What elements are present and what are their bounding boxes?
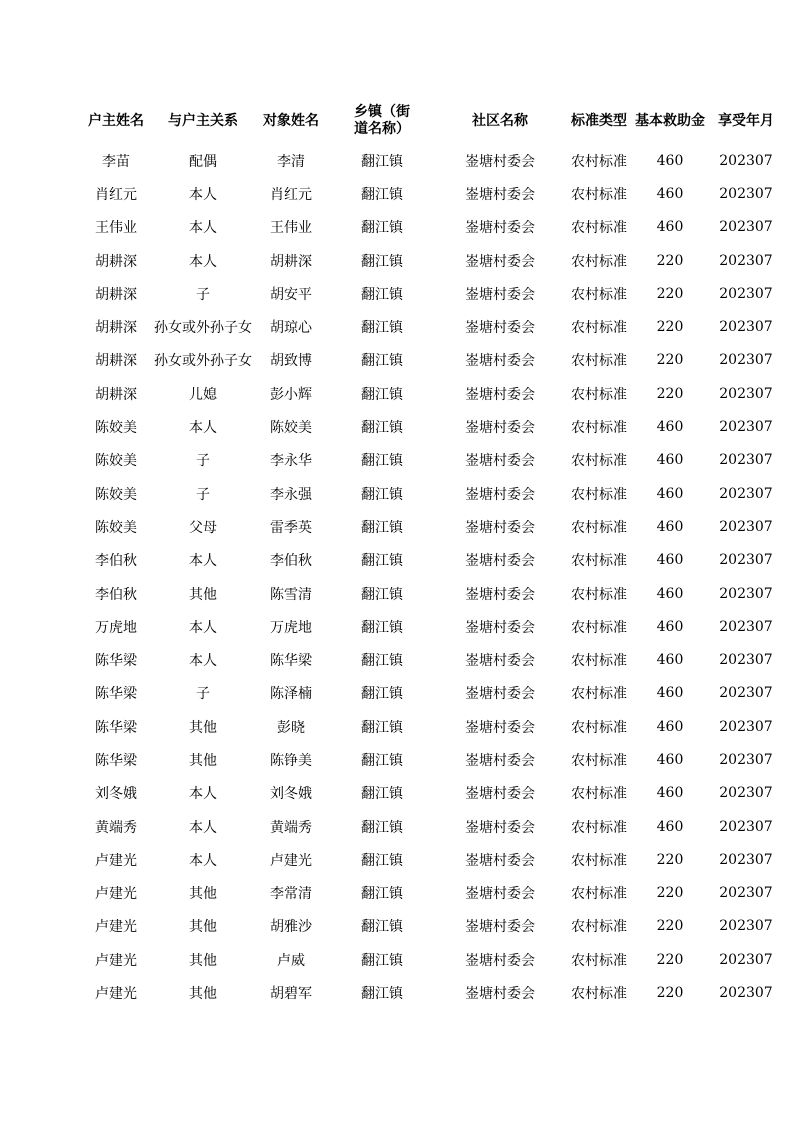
recipient-name-cell: 彭小辉 [270,386,312,403]
relationship-cell: 其他 [189,586,217,603]
township-cell: 翻江镇 [361,852,403,869]
township-cell: 翻江镇 [361,586,403,603]
header-row [78,98,784,144]
period-cell: 202307 [719,618,773,635]
relationship-cell: 配偶 [189,153,217,170]
table-row [78,910,784,943]
recipient-name-cell: 李永华 [270,453,312,470]
standard-type-cell: 农村标准 [571,586,627,603]
table-row [78,244,784,277]
recipient-name-cell: 彭晓 [277,719,305,736]
base-amount-cell: 460 [656,485,684,502]
householder-name-cell: 卢建光 [95,919,137,936]
householder-name-cell: 胡耕深 [95,353,137,370]
table-row [78,743,784,776]
relationship-cell: 儿媳 [189,386,217,403]
table-body [78,144,784,1010]
recipient-name-cell: 卢威 [277,952,305,969]
township-cell: 翻江镇 [361,952,403,969]
relationship-cell: 其他 [189,919,217,936]
householder-name-cell: 李伯秋 [95,586,137,603]
standard-type-cell: 农村标准 [571,819,627,836]
community-cell: 崟塘村委会 [465,719,535,736]
community-cell: 崟塘村委会 [465,353,535,370]
table-row [78,610,784,643]
table-row [78,843,784,876]
base-amount-cell: 220 [656,352,684,369]
standard-type-cell: 农村标准 [571,852,627,869]
householder-name-cell: 卢建光 [95,952,137,969]
relationship-cell: 子 [196,686,210,703]
table-row [78,477,784,510]
table-row [78,677,784,710]
recipient-name-cell: 胡碧军 [270,986,312,1003]
base-amount-cell: 460 [656,718,684,735]
standard-type-cell: 农村标准 [571,386,627,403]
table-row [78,444,784,477]
table-row [78,410,784,443]
householder-name-cell: 万虎地 [95,619,137,636]
relationship-cell: 子 [196,486,210,503]
relationship-cell: 本人 [189,420,217,437]
householder-name-cell: 陈姣美 [95,453,137,470]
period-cell: 202307 [719,718,773,735]
base-amount-cell: 460 [656,785,684,802]
table-row [78,510,784,543]
header-standard-type: 标准类型 [571,112,627,129]
township-cell: 翻江镇 [361,619,403,636]
householder-name-cell: 陈华梁 [95,752,137,769]
township-cell: 翻江镇 [361,386,403,403]
householder-name-cell: 胡耕深 [95,320,137,337]
township-cell: 翻江镇 [361,253,403,270]
base-amount-cell: 460 [656,185,684,202]
community-cell: 崟塘村委会 [465,320,535,337]
period-cell: 202307 [719,785,773,802]
base-amount-cell: 220 [656,851,684,868]
standard-type-cell: 农村标准 [571,952,627,969]
recipient-name-cell: 陈铮美 [270,752,312,769]
relationship-cell: 父母 [189,519,217,536]
community-cell: 崟塘村委会 [465,486,535,503]
base-amount-cell: 220 [656,252,684,269]
community-cell: 崟塘村委会 [465,386,535,403]
township-cell: 翻江镇 [361,519,403,536]
householder-name-cell: 卢建光 [95,852,137,869]
period-cell: 202307 [719,818,773,835]
relationship-cell: 孙女或外孙子女 [154,320,252,337]
table-row [78,310,784,343]
householder-name-cell: 王伟业 [95,220,137,237]
standard-type-cell: 农村标准 [571,253,627,270]
table-row [78,211,784,244]
township-cell: 翻江镇 [361,220,403,237]
period-cell: 202307 [719,485,773,502]
relationship-cell: 本人 [189,553,217,570]
period-cell: 202307 [719,452,773,469]
recipient-name-cell: 肖红元 [270,186,312,203]
relationship-cell: 本人 [189,253,217,270]
standard-type-cell: 农村标准 [571,786,627,803]
period-cell: 202307 [719,552,773,569]
relationship-cell: 本人 [189,619,217,636]
standard-type-cell: 农村标准 [571,653,627,670]
community-cell: 崟塘村委会 [465,420,535,437]
community-cell: 崟塘村委会 [465,220,535,237]
standard-type-cell: 农村标准 [571,553,627,570]
recipient-name-cell: 李永强 [270,486,312,503]
township-cell: 翻江镇 [361,686,403,703]
township-cell: 翻江镇 [361,919,403,936]
township-cell: 翻江镇 [361,320,403,337]
relationship-cell: 本人 [189,852,217,869]
period-cell: 202307 [719,585,773,602]
standard-type-cell: 农村标准 [571,486,627,503]
community-cell: 崟塘村委会 [465,886,535,903]
community-cell: 崟塘村委会 [465,553,535,570]
householder-name-cell: 卢建光 [95,886,137,903]
community-cell: 崟塘村委会 [465,286,535,303]
community-cell: 崟塘村委会 [465,819,535,836]
base-amount-cell: 460 [656,685,684,702]
base-amount-cell: 460 [656,419,684,436]
period-cell: 202307 [719,518,773,535]
relationship-cell: 子 [196,453,210,470]
recipient-name-cell: 刘冬娥 [270,786,312,803]
base-amount-cell: 220 [656,385,684,402]
header-recipient-name: 对象姓名 [263,112,319,129]
header-relationship: 与户主关系 [168,112,238,129]
householder-name-cell: 刘冬娥 [95,786,137,803]
recipient-name-cell: 李常清 [270,886,312,903]
base-amount-cell: 460 [656,518,684,535]
township-cell: 翻江镇 [361,719,403,736]
community-cell: 崟塘村委会 [465,986,535,1003]
base-amount-cell: 460 [656,751,684,768]
period-cell: 202307 [719,751,773,768]
householder-name-cell: 胡耕深 [95,286,137,303]
header-householder-name: 户主姓名 [88,112,144,129]
header-period: 享受年月 [718,112,774,129]
header-base-amount: 基本救助金 [635,112,705,129]
standard-type-cell: 农村标准 [571,986,627,1003]
township-cell: 翻江镇 [361,986,403,1003]
period-cell: 202307 [719,951,773,968]
recipient-name-cell: 陈姣美 [270,420,312,437]
base-amount-cell: 220 [656,985,684,1002]
table-row [78,544,784,577]
community-cell: 崟塘村委会 [465,653,535,670]
standard-type-cell: 农村标准 [571,353,627,370]
community-cell: 崟塘村委会 [465,153,535,170]
community-cell: 崟塘村委会 [465,253,535,270]
recipient-name-cell: 胡安平 [270,286,312,303]
standard-type-cell: 农村标准 [571,220,627,237]
table-row [78,976,784,1009]
recipient-name-cell: 胡雅沙 [270,919,312,936]
relationship-cell: 本人 [189,186,217,203]
community-cell: 崟塘村委会 [465,852,535,869]
community-cell: 崟塘村委会 [465,786,535,803]
standard-type-cell: 农村标准 [571,453,627,470]
householder-name-cell: 陈华梁 [95,686,137,703]
community-cell: 崟塘村委会 [465,186,535,203]
period-cell: 202307 [719,652,773,669]
community-cell: 崟塘村委会 [465,453,535,470]
township-cell: 翻江镇 [361,420,403,437]
recipient-name-cell: 雷季英 [270,519,312,536]
standard-type-cell: 农村标准 [571,719,627,736]
householder-name-cell: 陈华梁 [95,719,137,736]
standard-type-cell: 农村标准 [571,420,627,437]
header-township: 乡镇（街道名称） [354,104,410,137]
table-row [78,810,784,843]
relationship-cell: 子 [196,286,210,303]
recipient-name-cell: 王伟业 [270,220,312,237]
table-row [78,877,784,910]
householder-name-cell: 肖红元 [95,186,137,203]
period-cell: 202307 [719,319,773,336]
period-cell: 202307 [719,419,773,436]
base-amount-cell: 220 [656,951,684,968]
relationship-cell: 其他 [189,952,217,969]
base-amount-cell: 460 [656,618,684,635]
period-cell: 202307 [719,385,773,402]
standard-type-cell: 农村标准 [571,619,627,636]
period-cell: 202307 [719,685,773,702]
relationship-cell: 其他 [189,752,217,769]
table-row [78,144,784,177]
table-row [78,943,784,976]
recipient-name-cell: 黄端秀 [270,819,312,836]
township-cell: 翻江镇 [361,486,403,503]
township-cell: 翻江镇 [361,453,403,470]
recipient-name-cell: 胡琼心 [270,320,312,337]
recipient-name-cell: 陈华梁 [270,653,312,670]
township-cell: 翻江镇 [361,153,403,170]
period-cell: 202307 [719,219,773,236]
standard-type-cell: 农村标准 [571,919,627,936]
township-cell: 翻江镇 [361,886,403,903]
community-cell: 崟塘村委会 [465,619,535,636]
relationship-cell: 其他 [189,986,217,1003]
standard-type-cell: 农村标准 [571,320,627,337]
recipient-name-cell: 胡致博 [270,353,312,370]
relationship-cell: 其他 [189,719,217,736]
recipient-name-cell: 胡耕深 [270,253,312,270]
period-cell: 202307 [719,285,773,302]
householder-name-cell: 李苗 [102,153,130,170]
table-row [78,577,784,610]
period-cell: 202307 [719,352,773,369]
standard-type-cell: 农村标准 [571,886,627,903]
table-row [78,710,784,743]
community-cell: 崟塘村委会 [465,519,535,536]
period-cell: 202307 [719,918,773,935]
recipient-name-cell: 万虎地 [270,619,312,636]
table-row [78,377,784,410]
community-cell: 崟塘村委会 [465,686,535,703]
period-cell: 202307 [719,851,773,868]
householder-name-cell: 卢建光 [95,986,137,1003]
householder-name-cell: 陈姣美 [95,420,137,437]
standard-type-cell: 农村标准 [571,686,627,703]
standard-type-cell: 农村标准 [571,186,627,203]
recipient-name-cell: 李清 [277,153,305,170]
relationship-cell: 本人 [189,220,217,237]
table-row [78,277,784,310]
township-cell: 翻江镇 [361,186,403,203]
householder-name-cell: 陈姣美 [95,486,137,503]
householder-name-cell: 陈姣美 [95,519,137,536]
township-cell: 翻江镇 [361,653,403,670]
township-cell: 翻江镇 [361,819,403,836]
base-amount-cell: 220 [656,285,684,302]
township-cell: 翻江镇 [361,752,403,769]
township-cell: 翻江镇 [361,553,403,570]
community-cell: 崟塘村委会 [465,752,535,769]
township-cell: 翻江镇 [361,786,403,803]
relationship-cell: 本人 [189,819,217,836]
householder-name-cell: 胡耕深 [95,386,137,403]
community-cell: 崟塘村委会 [465,586,535,603]
standard-type-cell: 农村标准 [571,286,627,303]
relationship-cell: 其他 [189,886,217,903]
base-amount-cell: 460 [656,818,684,835]
period-cell: 202307 [719,885,773,902]
assistance-table [78,98,784,1010]
community-cell: 崟塘村委会 [465,952,535,969]
householder-name-cell: 胡耕深 [95,253,137,270]
relationship-cell: 本人 [189,786,217,803]
base-amount-cell: 460 [656,652,684,669]
householder-name-cell: 黄端秀 [95,819,137,836]
community-cell: 崟塘村委会 [465,919,535,936]
period-cell: 202307 [719,152,773,169]
householder-name-cell: 李伯秋 [95,553,137,570]
relationship-cell: 孙女或外孙子女 [154,353,252,370]
standard-type-cell: 农村标准 [571,752,627,769]
base-amount-cell: 460 [656,452,684,469]
recipient-name-cell: 陈雪清 [270,586,312,603]
base-amount-cell: 220 [656,319,684,336]
base-amount-cell: 460 [656,585,684,602]
period-cell: 202307 [719,252,773,269]
header-community: 社区名称 [472,112,528,129]
relationship-cell: 本人 [189,653,217,670]
recipient-name-cell: 卢建光 [270,852,312,869]
base-amount-cell: 460 [656,219,684,236]
base-amount-cell: 460 [656,552,684,569]
table-row [78,177,784,210]
base-amount-cell: 460 [656,152,684,169]
standard-type-cell: 农村标准 [571,153,627,170]
base-amount-cell: 220 [656,885,684,902]
table-row [78,643,784,676]
recipient-name-cell: 李伯秋 [270,553,312,570]
recipient-name-cell: 陈泽楠 [270,686,312,703]
householder-name-cell: 陈华梁 [95,653,137,670]
table-row [78,777,784,810]
township-cell: 翻江镇 [361,286,403,303]
period-cell: 202307 [719,185,773,202]
base-amount-cell: 220 [656,918,684,935]
township-cell: 翻江镇 [361,353,403,370]
table-row [78,344,784,377]
standard-type-cell: 农村标准 [571,519,627,536]
period-cell: 202307 [719,985,773,1002]
